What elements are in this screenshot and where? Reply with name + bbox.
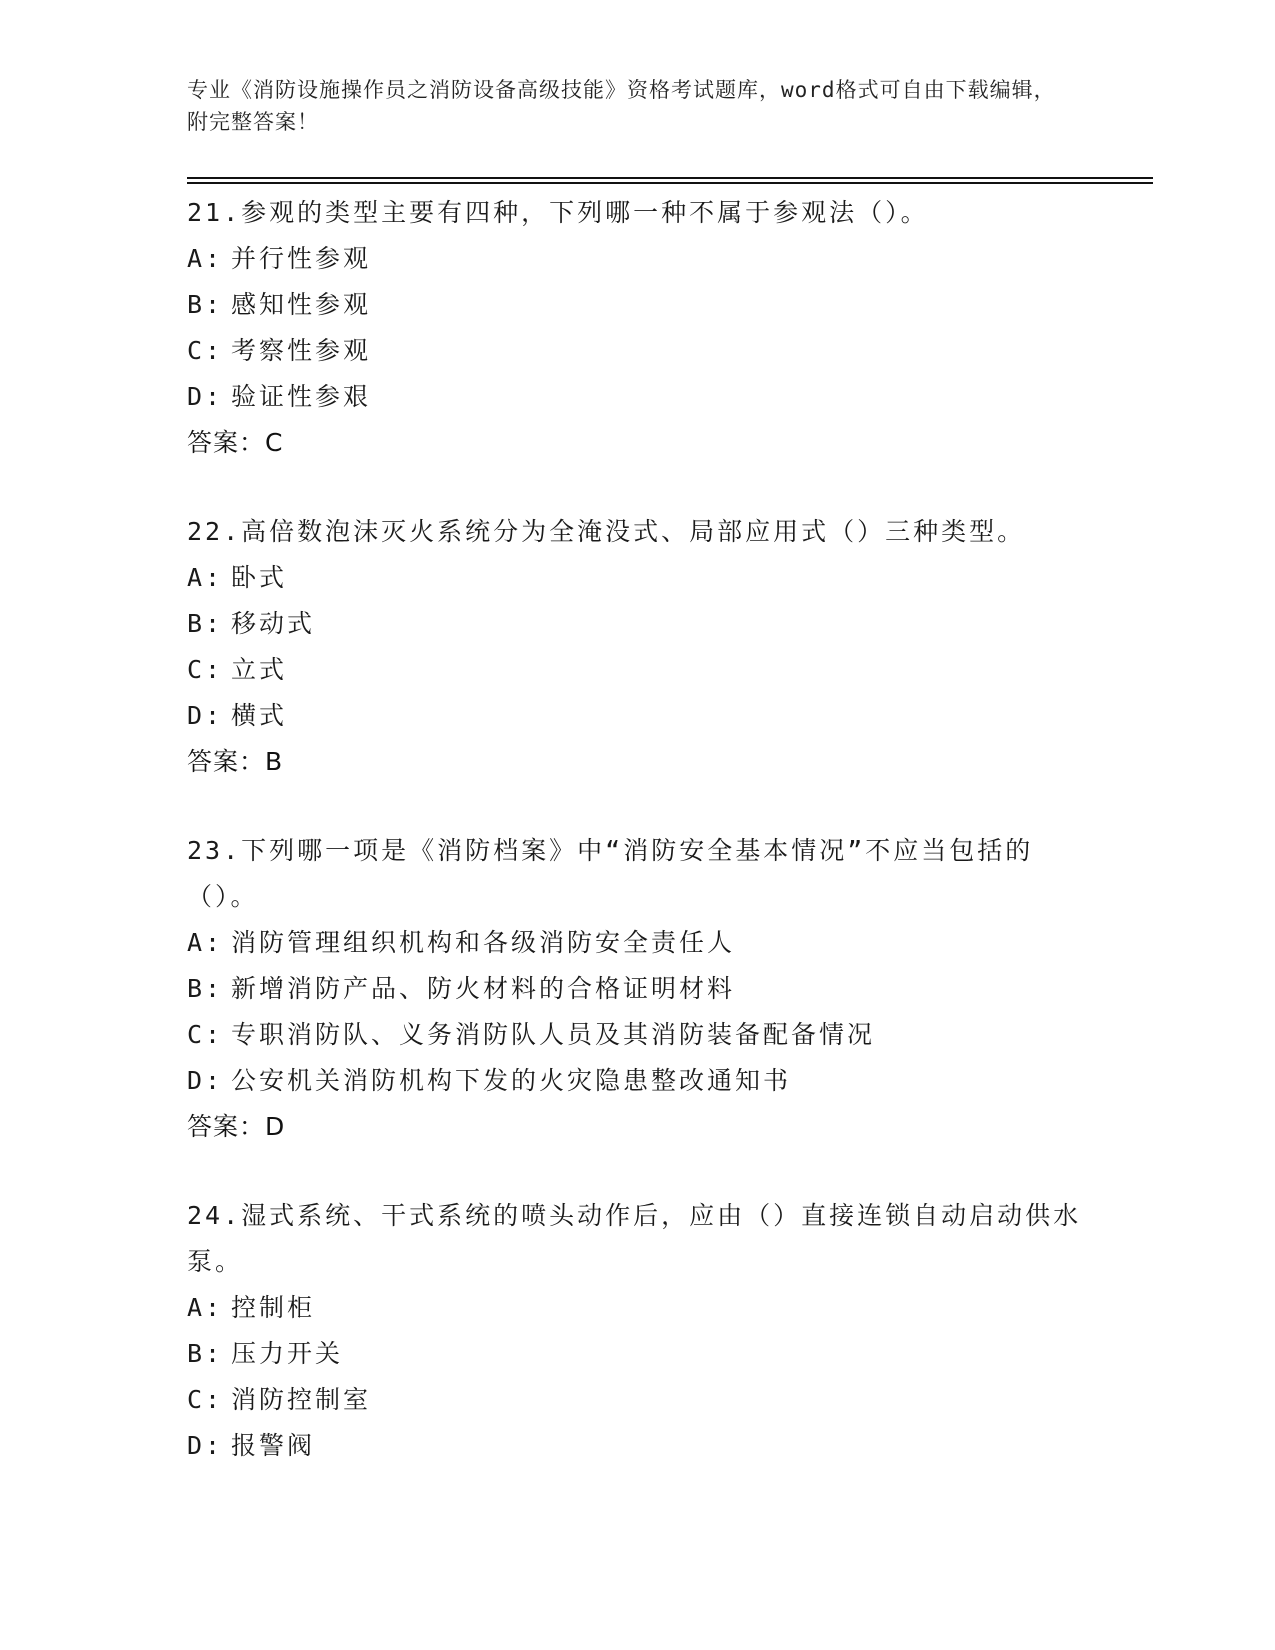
option-text: 移动式 bbox=[231, 609, 316, 638]
option-letter: B: bbox=[187, 290, 224, 319]
option-d bbox=[187, 374, 1087, 420]
option-letter: D: bbox=[187, 701, 224, 730]
option-c bbox=[187, 647, 1087, 693]
option-letter: A: bbox=[187, 563, 224, 592]
option-c bbox=[187, 1377, 1087, 1423]
answer-line: 答案：B bbox=[187, 747, 284, 776]
option-letter: D: bbox=[187, 1431, 224, 1460]
question-22 bbox=[187, 509, 1087, 785]
option-text: 验证性参艰 bbox=[231, 382, 372, 411]
answer-line: 答案：C bbox=[187, 428, 284, 457]
option-letter: C: bbox=[187, 655, 224, 684]
question-list bbox=[187, 190, 1087, 1512]
option-letter: D: bbox=[187, 1066, 224, 1095]
question-stem: 24.湿式系统、干式系统的喷头动作后，应由（）直接连锁自动启动供水泵。 bbox=[187, 1201, 1082, 1276]
option-letter: C: bbox=[187, 336, 224, 365]
option-text: 公安机关消防机构下发的火灾隐患整改通知书 bbox=[231, 1066, 792, 1095]
option-text: 控制柜 bbox=[231, 1293, 316, 1322]
option-letter: C: bbox=[187, 1385, 224, 1414]
option-text: 消防控制室 bbox=[231, 1385, 372, 1414]
option-a bbox=[187, 555, 1087, 601]
option-a bbox=[187, 1285, 1087, 1331]
question-stem: 22.高倍数泡沫灭火系统分为全淹没式、局部应用式（）三种类型。 bbox=[187, 517, 1026, 546]
option-b bbox=[187, 1331, 1087, 1377]
option-b bbox=[187, 282, 1087, 328]
header-rule-bottom bbox=[187, 182, 1153, 184]
option-text: 立式 bbox=[231, 655, 288, 684]
option-text: 横式 bbox=[231, 701, 288, 730]
option-b bbox=[187, 966, 1087, 1012]
answer-line: 答案：D bbox=[187, 1112, 286, 1141]
option-text: 新增消防产品、防火材料的合格证明材料 bbox=[231, 974, 736, 1003]
option-text: 消防管理组织机构和各级消防安全责任人 bbox=[231, 928, 736, 957]
option-letter: A: bbox=[187, 928, 224, 957]
option-c bbox=[187, 328, 1087, 374]
option-d bbox=[187, 693, 1087, 739]
option-b bbox=[187, 601, 1087, 647]
option-a bbox=[187, 920, 1087, 966]
question-21 bbox=[187, 190, 1087, 466]
option-text: 考察性参观 bbox=[231, 336, 372, 365]
question-stem: 21.参观的类型主要有四种，下列哪一种不属于参观法（）。 bbox=[187, 198, 929, 227]
option-c bbox=[187, 1012, 1087, 1058]
option-d bbox=[187, 1423, 1087, 1469]
option-letter: C: bbox=[187, 1020, 224, 1049]
option-a bbox=[187, 236, 1087, 282]
option-text: 压力开关 bbox=[231, 1339, 344, 1368]
option-letter: A: bbox=[187, 244, 224, 273]
question-24 bbox=[187, 1193, 1087, 1469]
option-text: 卧式 bbox=[231, 563, 288, 592]
option-letter: B: bbox=[187, 609, 224, 638]
question-stem: 23.下列哪一项是《消防档案》中“消防安全基本情况”不应当包括的（）。 bbox=[187, 836, 1034, 911]
option-text: 并行性参观 bbox=[231, 244, 372, 273]
option-letter: D: bbox=[187, 382, 224, 411]
header-rule-top bbox=[187, 177, 1153, 179]
option-letter: A: bbox=[187, 1293, 224, 1322]
option-text: 专职消防队、义务消防队人员及其消防装备配备情况 bbox=[231, 1020, 876, 1049]
option-d bbox=[187, 1058, 1087, 1104]
option-letter: B: bbox=[187, 974, 224, 1003]
document-header: 专业《消防设施操作员之消防设备高级技能》资格考试题库，word格式可自由下载编辑，附完整答案！ bbox=[187, 78, 1056, 134]
option-text: 报警阀 bbox=[231, 1431, 316, 1460]
option-text: 感知性参观 bbox=[231, 290, 372, 319]
question-23 bbox=[187, 828, 1087, 1150]
option-letter: B: bbox=[187, 1339, 224, 1368]
